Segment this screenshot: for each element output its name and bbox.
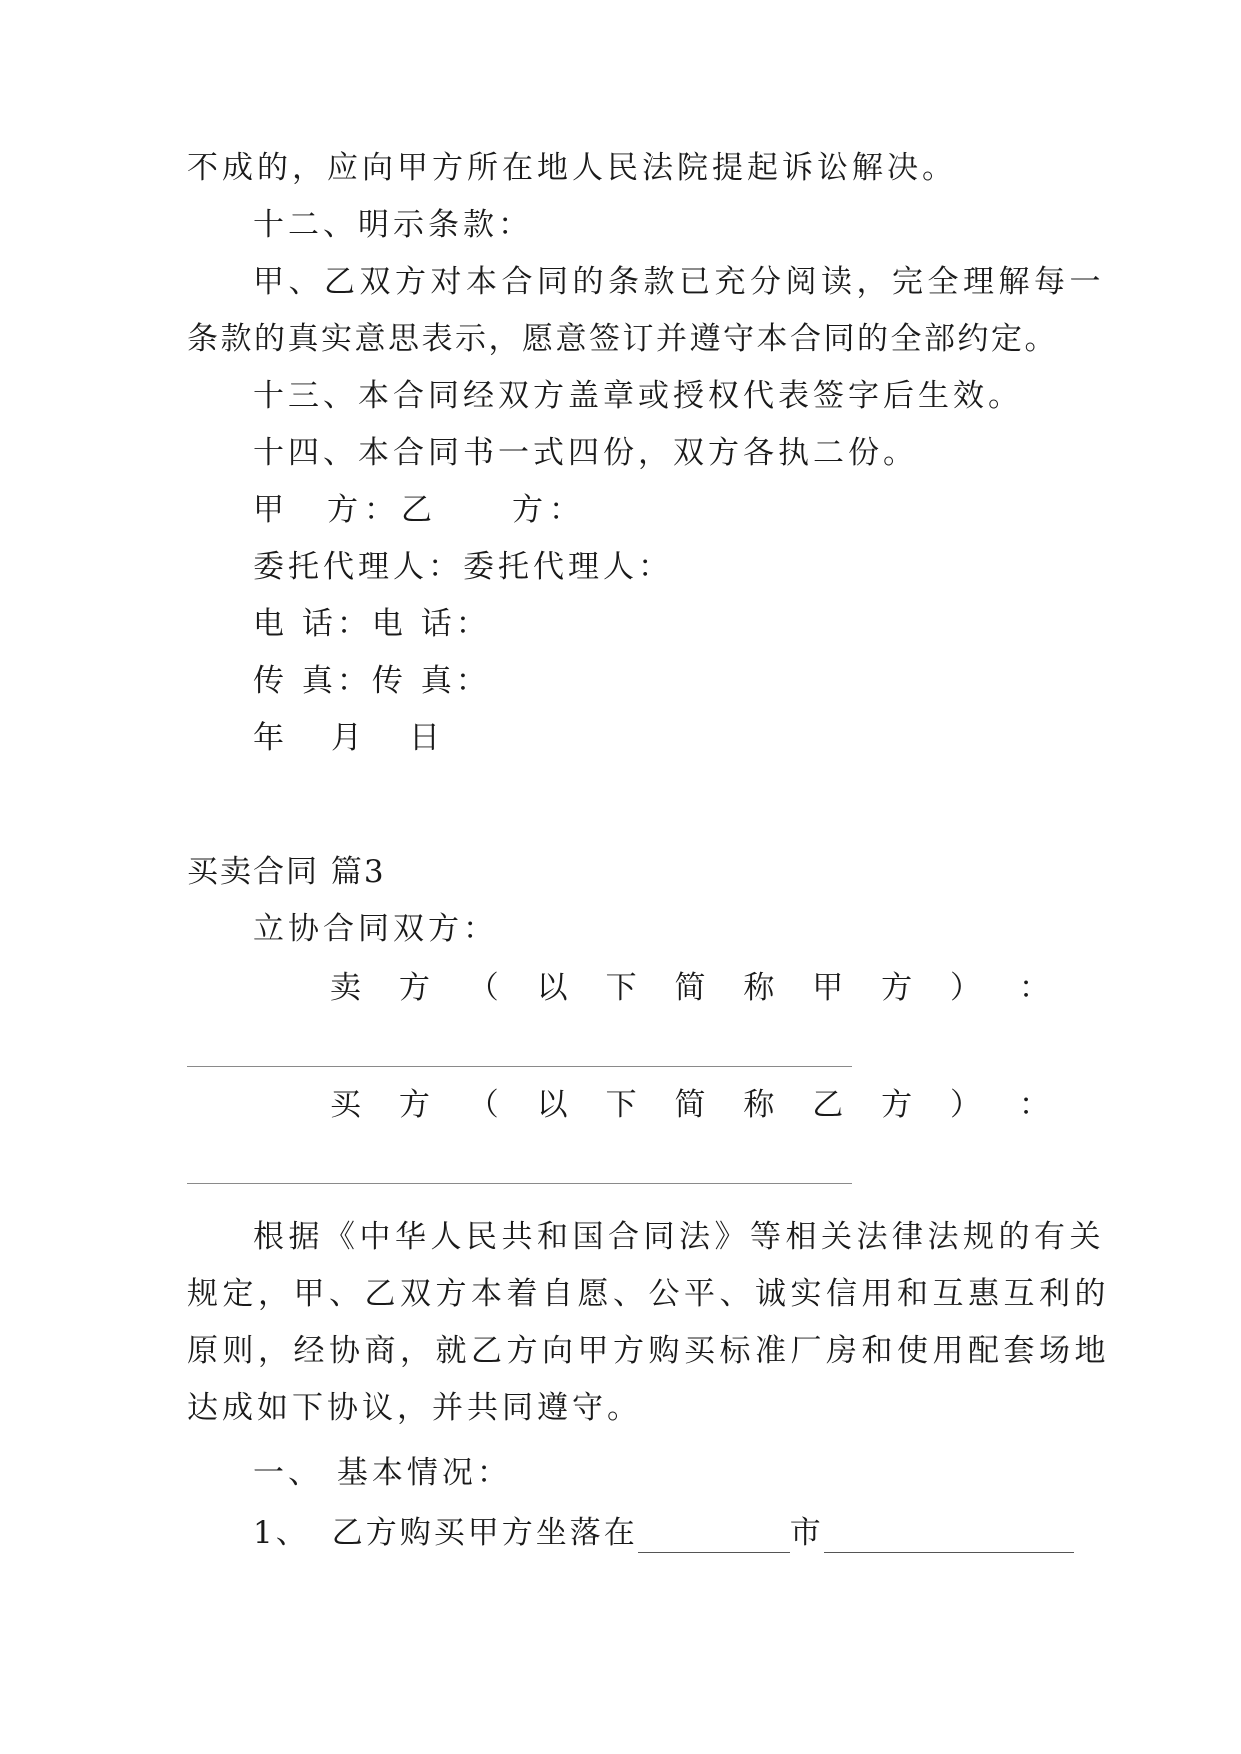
buyer-char: ） [950,1087,982,1123]
clause-1-item [253,1513,1074,1553]
clause-heading: 十四、本合同书一式四份，双方各执二份。 [253,435,918,471]
clause-1-heading: 一、 基本情况： [253,1455,512,1491]
seller-char: 下 [605,970,637,1006]
buyer-char: 方 [398,1087,430,1123]
buyer-char: （ [467,1087,499,1123]
basis-paragraph-line: 原则，经协商，就乙方向甲方购买标准厂房和使用配套场地 [187,1333,1110,1369]
seller-char: ： [1018,970,1050,1006]
basis-paragraph-line: 规定，甲、乙双方本着自愿、公平、诚实信用和互惠互利的 [187,1276,1110,1312]
buyer-char: 简 [674,1087,706,1123]
city-blank [824,1522,1074,1553]
basis-paragraph-line: 根据《中华人民共和国合同法》等相关法律法规的有关 [253,1219,1105,1255]
signature-phone-line: 电 话：电 话： [253,606,491,642]
item-number: 1、 [253,1515,310,1551]
intro-line: 立协合同双方： [253,911,498,947]
city-label: 市 [789,1515,824,1551]
buyer-char: ： [1018,1087,1050,1123]
seller-char: ） [950,970,982,1006]
seller-line [330,968,1050,1008]
seller-char: 以 [536,970,568,1006]
seller-char: 称 [743,970,775,1006]
seller-char: 卖 [330,970,361,1006]
buyer-char: 下 [605,1087,637,1123]
signature-date-line: 年 月 日 [253,720,448,756]
signature-agent-line: 委托代理人：委托代理人： [253,549,673,585]
location-blank [638,1522,790,1553]
buyer-char: 称 [743,1087,775,1123]
basis-paragraph-line: 达成如下协议，并共同遵守。 [187,1390,642,1426]
clause-heading: 十二、明示条款： [253,207,533,243]
buyer-char: 方 [881,1087,913,1123]
seller-char: 甲 [812,970,844,1006]
text-line: 甲、乙双方对本合同的条款已充分阅读，完全理解每一 [253,264,1105,300]
clause-heading: 十三、本合同经双方盖章或授权代表签字后生效。 [253,378,1023,414]
text-line: 不成的，应向甲方所在地人民法院提起诉讼解决。 [187,150,957,186]
item-text: 乙方购买甲方坐落在 [331,1515,638,1551]
text-line: 条款的真实意思表示，愿意签订并遵守本合同的全部约定。 [187,321,1058,357]
seller-char: 简 [674,970,706,1006]
seller-char: （ [467,970,499,1006]
seller-blank-rule [187,1066,852,1067]
buyer-char: 乙 [812,1087,844,1123]
buyer-char: 以 [536,1087,568,1123]
section-title: 买卖合同 篇3 [187,854,386,890]
seller-char: 方 [881,970,913,1006]
buyer-blank-rule [187,1183,852,1184]
buyer-char: 买 [330,1087,361,1123]
seller-char: 方 [398,970,430,1006]
buyer-line [330,1085,1050,1125]
signature-party-line: 甲 方：乙 方： [253,492,586,528]
signature-fax-line: 传 真：传 真： [253,663,491,699]
